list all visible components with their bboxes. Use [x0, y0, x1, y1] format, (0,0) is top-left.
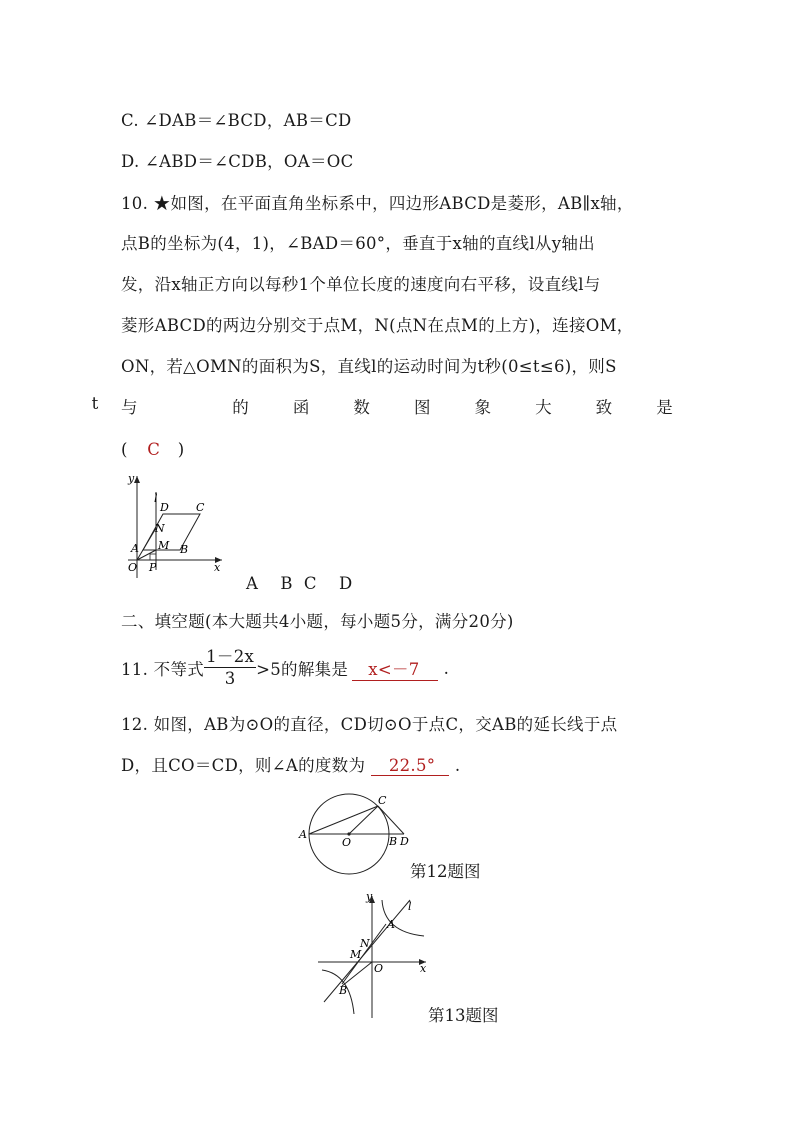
fig10-label-N: N	[155, 522, 165, 535]
q10-line-5: ON，若△OMN的面积为S，直线l的运动时间为t秒(0≤t≤6)，则S	[121, 357, 617, 376]
q10-word: t	[91, 394, 99, 413]
q10-line-4: 菱形ABCD的两边分别交于点M，N(点N在点M的上方)，连接OM，	[121, 316, 634, 335]
fig13-label-x: x	[420, 962, 427, 975]
q11-prefix: 11. 不等式	[121, 660, 205, 679]
fig13-label-A: A	[387, 918, 395, 931]
q10-word: 致	[595, 398, 613, 417]
fig13-label-l: l	[408, 900, 412, 913]
q11-fraction-denominator: 3	[224, 668, 236, 688]
q12-line-2-prefix: D，且CO＝CD，则∠A的度数为	[121, 756, 366, 775]
fig10-label-O: O	[128, 561, 138, 574]
q10-word: 的	[232, 398, 250, 417]
paren-open: (	[121, 440, 128, 459]
q12-caption: 第12题图	[410, 862, 481, 881]
q11-answer: x<－7	[352, 656, 437, 681]
fig10-label-y: y	[128, 472, 135, 485]
fig13-label-N: N	[360, 937, 370, 950]
q13-caption: 第13题图	[428, 1006, 499, 1025]
fig13-label-y: y	[366, 892, 373, 903]
fig12-label-D: D	[400, 835, 409, 848]
q10-line-2: 点B的坐标为(4，1)，∠BAD＝60°，垂直于x轴的直线l从y轴出	[121, 234, 595, 253]
q9-option-d: D. ∠ABD＝∠CDB，OA＝OC	[121, 152, 354, 171]
q12-line-2	[121, 752, 460, 776]
q11-fraction-numerator: 1－2x	[206, 646, 255, 666]
q10-line-6	[91, 394, 673, 418]
q11-suffix: >5的解集是	[256, 660, 349, 679]
q10-line-3: 发，沿x轴正方向以每秒1个单位长度的速度向右平移，设直线l与	[121, 275, 601, 294]
q10-answer-line	[121, 440, 185, 459]
fig13-label-M: M	[350, 948, 362, 961]
fig12-label-O: O	[342, 836, 352, 849]
q13-hyperbola-figure	[314, 892, 430, 1020]
fig10-label-P: P	[149, 561, 157, 574]
q10-choices-row: A B C D	[246, 574, 353, 593]
q10-line-1: 10. ★如图，在平面直角坐标系中，四边形ABCD是菱形，AB∥x轴，	[121, 194, 634, 213]
q10-word: 函	[292, 398, 310, 417]
fig10-label-C: C	[196, 501, 205, 514]
q10-word: 大	[535, 398, 552, 417]
fig10-label-x: x	[214, 561, 221, 574]
fig10-label-D: D	[160, 501, 169, 514]
q10-rhombus-figure	[118, 470, 230, 580]
fig10-label-A: A	[131, 542, 139, 555]
q12-answer: 22.5°	[371, 756, 450, 776]
q11-line	[121, 646, 449, 690]
q10-word: 是	[656, 398, 673, 417]
paren-close: )	[177, 440, 185, 459]
q11-end: .	[443, 658, 450, 678]
fig10-label-M: M	[158, 539, 170, 552]
fig10-label-B: B	[180, 543, 189, 556]
fig13-label-O: O	[374, 962, 384, 975]
q10-word: 象	[474, 398, 492, 417]
q10-word: 数	[353, 398, 371, 417]
fig12-label-B: B	[389, 835, 398, 848]
q9-option-c: C. ∠DAB＝∠BCD，AB＝CD	[121, 111, 352, 130]
q10-word: 图	[413, 398, 431, 417]
q10-word: 与	[121, 398, 138, 417]
fig10-label-l: l	[154, 492, 158, 505]
q10-answer: C	[147, 440, 161, 459]
q11-fraction	[204, 647, 256, 690]
fig12-label-C: C	[378, 794, 387, 807]
q12-line-1: 12. 如图，AB为⊙O的直径，CD切⊙O于点C，交AB的延长线于点	[121, 715, 618, 734]
fig13-label-B: B	[339, 984, 348, 997]
q12-circle-figure	[296, 792, 414, 880]
fig12-label-A: A	[299, 828, 307, 841]
section-2-heading: 二、填空题(本大题共4小题，每小题5分，满分20分)	[121, 612, 514, 631]
q12-end: .	[454, 756, 461, 775]
